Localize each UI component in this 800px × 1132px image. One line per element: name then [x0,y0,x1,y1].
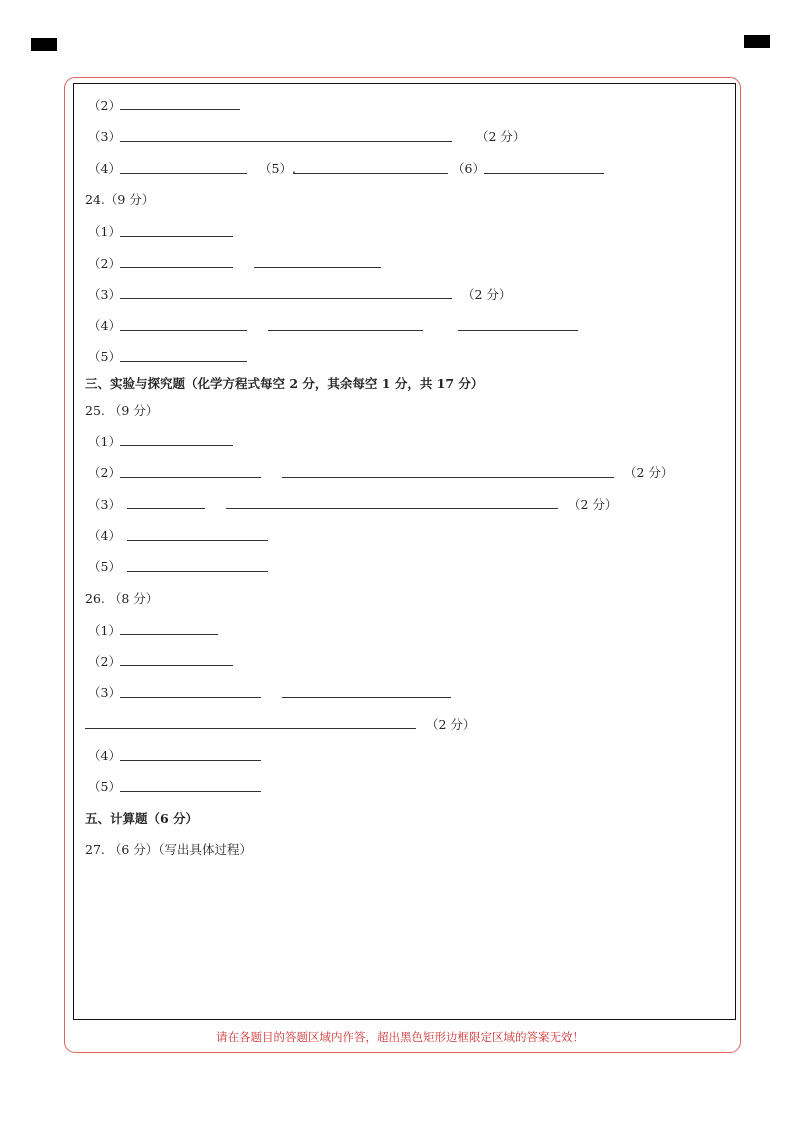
q23-part3-score: （2 分） [476,129,526,144]
q26-part5-label: （5） [88,779,121,794]
q26-part3-blank-a[interactable] [120,697,261,698]
q24-part3-blank[interactable] [120,298,452,299]
answer-region-warning: 请在各题目的答题区域内作答，超出黑色矩形边框限定区域的答案无效！ [216,1030,584,1044]
q25-part2-score: （2 分） [624,465,674,480]
q23-part2-label: （2） [88,98,121,113]
q26-part1-label: （1） [88,623,121,638]
q25-part3-blank-a[interactable] [127,508,205,509]
q24-part1-label: （1） [88,224,121,239]
q25-part2-label: （2） [88,465,121,480]
q26-part2-blank[interactable] [120,665,233,666]
q23-part2-blank[interactable] [120,109,240,110]
section5-heading: 五、计算题（6 分） [85,811,199,826]
q25-part4-blank[interactable] [127,540,268,541]
q24-part3-score: （2 分） [462,287,512,302]
q24-part1-blank[interactable] [120,236,233,237]
q25-part5-blank[interactable] [127,571,268,572]
alignment-marker-top-left [31,38,57,51]
q24-part4-blank-c[interactable] [458,330,578,331]
section3-scoring-note: （化学方程式每空 2 分，其余每空 1 分，共 17 分） [185,376,484,391]
q24-part4-blank-b[interactable] [268,330,423,331]
q23-part3-label: （3） [88,129,121,144]
q26-part2-label: （2） [88,654,121,669]
section3-title: 三、实验与探究题 [85,376,186,391]
q27-title: 27. （6 分）（写出具体过程） [85,842,253,857]
q24-part5-label: （5） [88,349,121,364]
q26-part4-blank[interactable] [120,760,261,761]
q24-part2-label: （2） [88,256,121,271]
q23-part6-label: （6） [452,161,485,176]
q25-part2-blank-a[interactable] [120,477,261,478]
q23-part3-blank[interactable] [120,141,452,142]
q25-part4-label: （4） [88,528,121,543]
q25-part2-blank-b[interactable] [282,477,614,478]
q26-part5-blank[interactable] [120,791,261,792]
q23-part4-label: （4） [88,161,121,176]
q26-part1-blank[interactable] [120,634,218,635]
q26-part4-label: （4） [88,748,121,763]
q27-answer-area[interactable] [85,862,725,1012]
q25-part3-label: （3） [88,497,121,512]
q24-part3-label: （3） [88,287,121,302]
alignment-marker-top-right [744,35,770,48]
q24-title: 24.（9 分） [85,192,155,207]
q23-part5-label: （5）. [259,161,296,176]
section3-heading [85,374,483,392]
q26-part3-label: （3） [88,685,121,700]
q25-part3-blank-b[interactable] [226,508,558,509]
q25-part1-label: （1） [88,434,121,449]
q25-title: 25. （9 分） [85,403,159,418]
q25-part3-score: （2 分） [568,497,618,512]
q26-part3-blank-c[interactable] [85,728,416,729]
q24-part5-blank[interactable] [120,361,247,362]
q25-part1-blank[interactable] [120,445,233,446]
q24-part2-blank-a[interactable] [120,267,233,268]
q23-part4-blank[interactable] [120,173,247,174]
q26-title: 26. （8 分） [85,591,159,606]
q24-part4-blank-a[interactable] [120,330,247,331]
q23-part5-blank[interactable] [293,173,448,174]
q26-part3-blank-b[interactable] [282,697,451,698]
q24-part4-label: （4） [88,318,121,333]
q24-part2-blank-b[interactable] [254,267,381,268]
q26-part3-score: （2 分） [426,717,476,732]
q23-part6-blank[interactable] [484,173,604,174]
q25-part5-label: （5） [88,559,121,574]
